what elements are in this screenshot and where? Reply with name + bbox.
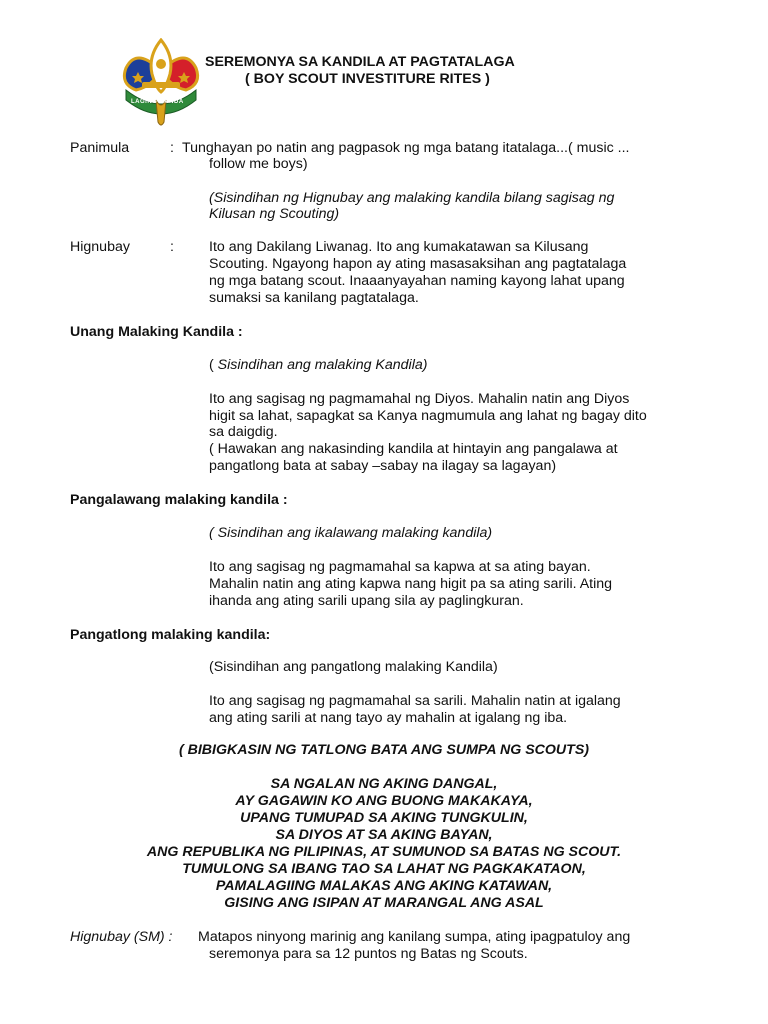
hignubay-line-3: ng mga batang scout. Inaaanyayahan naming kayong lahat upang xyxy=(209,273,625,289)
pangalawa-kandila-note: ( Sisindihan ang ikalawang malaking kandila) xyxy=(209,525,493,541)
panimula-note-2: Kilusan ng Scouting) xyxy=(209,206,340,222)
unang-kandila-line-4: ( Hawakan ang nakasinding kandila at hintayin ang pangalawa at xyxy=(209,441,618,457)
hignubay-line-1: Ito ang Dakilang Liwanag. Ito ang kumakatawan sa Kilusang xyxy=(209,239,589,255)
unang-kandila-note: ( Sisindihan ang malaking Kandila) xyxy=(209,357,428,373)
boy-scout-emblem-logo xyxy=(118,38,204,130)
pangalawa-kandila-line-1: Ito ang sagisag ng pagmamahal sa kapwa at sa ating bayan. xyxy=(209,559,591,575)
oath-line-2: AY GAGAWIN KO ANG BUONG MAKAKAYA, xyxy=(235,793,533,809)
hignubay-sm-line-2: seremonya para sa 12 puntos ng Batas ng Scouts. xyxy=(209,946,528,962)
unang-kandila-line-2: higit sa lahat, sapagkat sa Kanya nagmumula ang lahat ng bagay dito xyxy=(209,408,647,424)
oath-line-1: SA NGALAN NG AKING DANGAL, xyxy=(270,776,498,792)
panimula-note-1: (Sisindihan ng Hignubay ang malaking kandila bilang sagisag ng xyxy=(209,190,615,206)
oath-line-8: GISING ANG ISIPAN AT MARANGAL ANG ASAL xyxy=(224,895,544,911)
panimula-label: Panimula xyxy=(70,140,130,156)
panimula-colon: : xyxy=(170,140,174,156)
pangatlo-kandila-heading: Pangatlong malaking kandila: xyxy=(70,627,271,643)
document-subtitle: ( BOY SCOUT INVESTITURE RITES ) xyxy=(245,71,490,87)
hignubay-label: Hignubay xyxy=(70,239,130,255)
pangalawa-kandila-line-3: ihanda ang ating sarili upang sila ay paglingkuran. xyxy=(209,593,524,609)
unang-kandila-line-3: sa daigdig. xyxy=(209,424,278,440)
panimula-line-1: Tunghayan po natin ang pagpasok ng mga batang itatalaga...( music ... xyxy=(182,140,630,156)
hignubay-line-4: sumaksi sa kanilang pagtatalaga. xyxy=(209,290,419,306)
oath-line-5: ANG REPUBLIKA NG PILIPINAS, AT SUMUNOD SA BATAS NG SCOUT. xyxy=(146,844,622,860)
pangalawa-kandila-line-2: Mahalin natin ang ating kapwa nang higit pa sa ating sarili. Ating xyxy=(209,576,613,592)
oath-intro: ( BIBIGKASIN NG TATLONG BATA ANG SUMPA NG SCOUTS) xyxy=(178,742,590,758)
unang-kandila-heading: Unang Malaking Kandila : xyxy=(70,324,243,340)
pangatlo-kandila-note: (Sisindihan ang pangatlong malaking Kandila) xyxy=(209,659,498,675)
document-title: SEREMONYA SA KANDILA AT PAGTATALAGA xyxy=(205,54,515,70)
hignubay-sm-line-1: Matapos ninyong marinig ang kanilang sumpa, ating ipagpatuloy ang xyxy=(198,929,631,945)
pangatlo-kandila-line-1: Ito ang sagisag ng pagmamahal sa sarili. Mahalin natin at igalang xyxy=(209,693,621,709)
unang-kandila-line-1: Ito ang sagisag ng pagmamahal ng Diyos. Mahalin natin ang Diyos xyxy=(209,391,630,407)
hignubay-sm-label: Hignubay (SM) : xyxy=(70,929,173,945)
logo-motto-text: LAGING HANDA xyxy=(131,99,184,105)
pangalawa-kandila-heading: Pangalawang malaking kandila : xyxy=(70,492,288,508)
unang-kandila-note-text: Sisindihan ang malaking Kandila) xyxy=(217,357,428,373)
panimula-line-2: follow me boys) xyxy=(209,156,308,172)
oath-line-4: SA DIYOS AT SA AKING BAYAN, xyxy=(275,827,493,843)
oath-line-3: UPANG TUMUPAD SA AKING TUNGKULIN, xyxy=(240,810,528,826)
oath-line-6: TUMULONG SA IBANG TAO SA LAHAT NG PAGKAKATAON, xyxy=(182,861,586,877)
hignubay-line-2: Scouting. Ngayong hapon ay ating masasaksihan ang pagtatalaga xyxy=(209,256,627,272)
hignubay-colon: : xyxy=(170,239,174,255)
oath-line-7: PAMALAGIING MALAKAS ANG AKING KATAWAN, xyxy=(215,878,553,894)
pangatlo-kandila-line-2: ang ating sarili at nang tayo ay mahalin at igalang ng iba. xyxy=(209,710,568,726)
unang-kandila-line-5: pangatlong bata at sabay –sabay na ilagay sa lagayan) xyxy=(209,458,557,474)
